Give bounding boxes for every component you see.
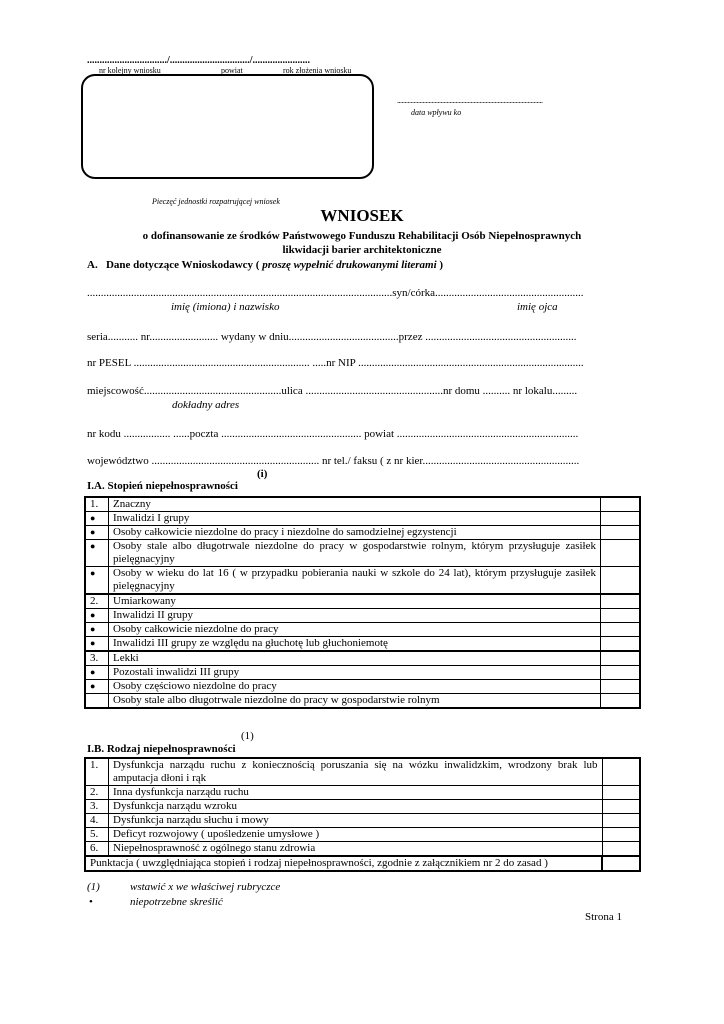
checkbox-cell[interactable] [601, 651, 641, 666]
table-row [85, 497, 640, 512]
group-3-item: Pozostali inwalidzi III grupy [109, 666, 601, 680]
type-number: 4. [85, 814, 109, 828]
group-3-label: Lekki [109, 651, 601, 666]
field-father-name-label: imię ojca [517, 301, 558, 313]
table-row [85, 637, 640, 652]
type-number: 5. [85, 828, 109, 842]
stamp-box [81, 74, 374, 179]
table-row [85, 594, 640, 609]
bullet-icon: ● [85, 637, 109, 652]
table-row [85, 856, 640, 871]
table-row [85, 512, 640, 526]
document-subtitle-2: likwidacji barier architektoniczne [282, 244, 442, 256]
field-address-line[interactable]: miejscowość..................................................ulica ..................................................nr domu .......... nr lokalu......... [87, 385, 578, 397]
score-cell[interactable] [602, 856, 640, 871]
section-a-heading [87, 259, 443, 271]
type-number: 2. [85, 786, 109, 800]
checkbox-cell[interactable] [602, 814, 640, 828]
table-row [85, 651, 640, 666]
checkbox-cell[interactable] [601, 526, 641, 540]
footnote-i: (i) [257, 468, 268, 480]
document-title: WNIOSEK [320, 206, 404, 225]
footnote-1: (1) [241, 730, 254, 742]
field-region-phone-line[interactable]: województwo ............................................................. nr tel./ faksu ( z nr kier......................................................... [87, 455, 580, 467]
table-row [85, 540, 640, 567]
section-a-title-end: ) [436, 259, 444, 271]
table-row [85, 609, 640, 623]
table-row [85, 800, 640, 814]
date-received-line: ................................................................................................. [397, 96, 543, 105]
field-id-document-line[interactable]: seria........... nr......................... wydany w dniu........................................przez ....................................................... [87, 331, 577, 343]
bullet-icon: ● [85, 623, 109, 637]
checkbox-cell[interactable] [601, 680, 641, 694]
group-2-item: Inwalidzi II grupy [109, 609, 601, 623]
checkbox-cell[interactable] [601, 623, 641, 637]
group-3-item: Osoby częściowo niezdolne do pracy [109, 680, 601, 694]
group-1-label: Znaczny [109, 497, 601, 512]
checkbox-cell[interactable] [601, 497, 641, 512]
section-a-prefix: A. [87, 259, 98, 271]
group-3-extra: Osoby stale albo długotrwale niezdolne do pracy w gospodarstwie rolnym [109, 694, 601, 709]
group-2-item: Inwalidzi III grupy ze względu na głuchotę lub głuchoniemotę [109, 637, 601, 652]
table-row [85, 680, 640, 694]
checkbox-cell[interactable] [601, 512, 641, 526]
checkbox-cell[interactable] [601, 540, 641, 567]
bullet-icon: ● [85, 609, 109, 623]
type-number: 6. [85, 842, 109, 857]
table-row [85, 694, 640, 709]
type-number: 1. [85, 758, 109, 786]
type-number: 3. [85, 800, 109, 814]
table-row [85, 666, 640, 680]
field-pesel-nip-line[interactable]: nr PESEL ................................................................ .....nr NIP .................................................................................. [87, 357, 584, 369]
section-a-title-italic: proszę wypełnić drukowanymi literami [259, 259, 437, 271]
type-label: Deficyt rozwojowy ( upośledzenie umysłowe ) [109, 828, 603, 842]
checkbox-cell[interactable] [602, 842, 640, 857]
bullet-icon: ● [85, 512, 109, 526]
table-row [85, 623, 640, 637]
table-row [85, 526, 640, 540]
bullet-icon: ● [85, 540, 109, 567]
section-ib-heading: I.B. Rodzaj niepełnosprawności [87, 743, 236, 755]
type-label: Dysfunkcja narządu ruchu z koniecznością poruszania się na wózku inwalidzkim, wrodzony brak lub amputacja dłoni i rąk [109, 758, 603, 786]
checkbox-cell[interactable] [602, 828, 640, 842]
reference-number-line: ................................/................................/....................... [87, 55, 311, 66]
type-label: Dysfunkcja narządu słuchu i mowy [109, 814, 603, 828]
section-a-title: Dane dotyczące Wnioskodawcy ( [105, 259, 260, 271]
field-name-label: imię (imiona) i nazwisko [171, 301, 280, 313]
date-received-label: data wpływu ko [411, 108, 462, 117]
table-row [85, 814, 640, 828]
field-postal-line[interactable]: nr kodu ................. ......poczta ................................................... powiat .................................................................. [87, 428, 579, 440]
label-year: rok złożenia wniosku [283, 66, 352, 75]
disability-type-table [84, 757, 641, 872]
group-2-number: 2. [85, 594, 109, 609]
checkbox-cell[interactable] [601, 609, 641, 623]
stamp-label: Pieczęć jednostki rozpatrującej wniosek [152, 197, 280, 206]
group-1-item: Osoby w wieku do lat 16 ( w przypadku pobierania nauki w szkole do 24 lat), którym przysługuje zasiłek pielęgnacyjny [109, 567, 601, 595]
type-label: Dysfunkcja narządu wzroku [109, 800, 603, 814]
field-name-line[interactable]: ...............................................................................................................syn/córka...................................................... [87, 287, 584, 299]
type-label: Inna dysfunkcja narządu ruchu [109, 786, 603, 800]
table-row [85, 828, 640, 842]
checkbox-cell[interactable] [601, 694, 641, 709]
section-ia-heading: I.A. Stopień niepełnosprawności [87, 480, 238, 492]
table-row [85, 758, 640, 786]
bullet-icon: ● [85, 567, 109, 595]
label-application-number: nr kolejny wniosku [99, 66, 161, 75]
checkbox-cell[interactable] [601, 666, 641, 680]
group-3-number: 3. [85, 651, 109, 666]
group-1-number: 1. [85, 497, 109, 512]
group-1-item: Osoby całkowicie niezdolne do pracy i niezdolne do samodzielnej egzystencji [109, 526, 601, 540]
field-address-label: dokładny adres [172, 399, 240, 411]
group-1-item: Osoby stale albo długotrwale niezdolne do pracy w gospodarstwie rolnym, którym przysługuje zasiłek pielęgnacyjny [109, 540, 601, 567]
document-subtitle-1: o dofinansowanie ze środków Państwowego Funduszu Rehabilitacji Osób Niepełnosprawnych [142, 230, 582, 242]
bullet-icon: ● [85, 526, 109, 540]
checkbox-cell[interactable] [601, 567, 641, 595]
bullet-icon: ● [85, 666, 109, 680]
note-2-bullet-icon: • [89, 896, 93, 908]
checkbox-cell[interactable] [601, 594, 641, 609]
table-row [85, 786, 640, 800]
checkbox-cell[interactable] [602, 800, 640, 814]
note-1-mark: (1) [87, 881, 100, 893]
page-number: Strona 1 [585, 911, 622, 923]
table-row [85, 567, 640, 595]
label-district: powiat [221, 66, 243, 75]
group-2-label: Umiarkowany [109, 594, 601, 609]
group-1-item: Inwalidzi I grupy [109, 512, 601, 526]
table-row [85, 842, 640, 857]
checkbox-cell[interactable] [602, 786, 640, 800]
score-label: Punktacja ( uwzględniająca stopień i rodzaj niepełnosprawności, zgodnie z załącznikiem nr 2 do zasad ) [85, 856, 602, 871]
disability-degree-table [84, 496, 641, 709]
note-1-text: wstawić x we właściwej rubryczce [130, 881, 281, 893]
bullet-icon: ● [85, 680, 109, 694]
group-2-item: Osoby całkowicie niezdolne do pracy [109, 623, 601, 637]
type-label: Niepełnosprawność z ogólnego stanu zdrowia [109, 842, 603, 857]
checkbox-cell[interactable] [602, 758, 640, 786]
checkbox-cell[interactable] [601, 637, 641, 652]
note-2-text: niepotrzebne skreślić [130, 896, 223, 908]
